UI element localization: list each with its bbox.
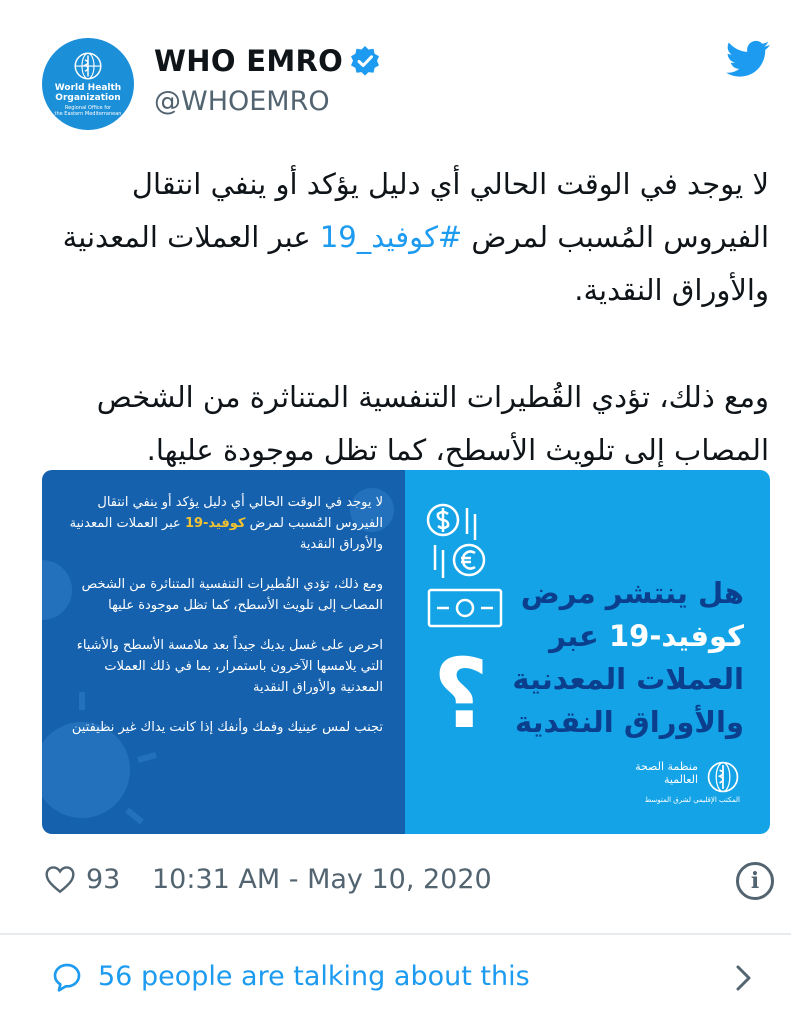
who-logo-text: منظمة الصحة العالمية <box>635 760 698 786</box>
image-title-line: العملات المعدنية <box>512 662 744 696</box>
who-logo-subtext: المكتب الإقليمي لشرق المتوسط <box>644 796 740 804</box>
info-item-text: لا يوجد في الوقت الحالي أي دليل يؤكد أو ينفي انتقال الفيروس المُسبب لمرض <box>97 495 383 531</box>
money-icons <box>423 500 513 640</box>
image-title <box>504 572 744 744</box>
image-title-line: هل ينتشر مرض <box>520 576 744 610</box>
avatar[interactable] <box>42 38 134 130</box>
speech-bubble-icon <box>50 961 84 993</box>
info-item: تجنب لمس عينيك وفمك وأنفك إذا كانت يداك غير نظيفتين <box>71 720 383 735</box>
info-item: ومع ذلك، تؤدي القُطيرات التنفسية المتناثرة من الشخص المصاب إلى تلويث الأسطح، كما تظل موجودة عليها <box>81 577 383 613</box>
heart-icon[interactable] <box>44 864 76 894</box>
covid-highlight: كوفيد-19 <box>184 516 246 531</box>
who-emblem-icon <box>706 760 740 794</box>
paragraph-gap <box>19 317 769 371</box>
chevron-right-icon[interactable] <box>734 963 754 993</box>
image-title-line <box>504 615 744 658</box>
image-info-panel <box>42 470 405 834</box>
tweet-image[interactable] <box>42 470 770 834</box>
covid-highlight: كوفيد-19 <box>608 619 744 653</box>
avatar-org-name <box>55 83 121 103</box>
avatar-line-2: Organization <box>55 93 121 103</box>
image-title-segment: عبر <box>549 619 609 653</box>
question-mark: ؟ <box>433 638 489 750</box>
image-title-line: والأوراق النقدية <box>514 705 744 739</box>
account-name[interactable]: WHO EMRO <box>154 44 344 78</box>
conversation-count[interactable]: 56 people are talking about this <box>98 961 530 992</box>
info-item-text: عبر العملات المعدنية والأوراق النقدية <box>69 516 383 552</box>
image-title-panel <box>405 470 770 834</box>
tweet-text-segment: عبر العملات المعدنية والأوراق النقدية. <box>62 220 769 307</box>
avatar-line-3: Regional Office for <box>64 105 112 111</box>
info-icon[interactable]: i <box>736 862 774 900</box>
tweet-paragraph-1 <box>19 158 769 317</box>
tweet-header <box>0 0 791 140</box>
tweet-text-segment: لا يوجد في الوقت الحالي أي دليل يؤكد أو ينفي انتقال الفيروس المُسبب لمرض <box>131 167 769 254</box>
twitter-bird-icon[interactable] <box>726 40 770 78</box>
who-logo <box>580 760 740 810</box>
info-item: احرص على غسل يديك جيداً بعد ملامسة الأسطح والأشياء التي يلامسها الآخرون باستمرار، بما في ذلك العملات المعدنية والأوراق النقدية <box>76 638 383 695</box>
like-count[interactable]: 93 <box>86 864 121 895</box>
tweet-body <box>19 158 769 477</box>
hashtag-link[interactable]: #كوفيد_19 <box>319 220 463 254</box>
avatar-line-1: World Health <box>54 83 122 93</box>
avatar-line-4: the Eastern Mediterranean <box>54 111 122 117</box>
info-item <box>63 492 383 555</box>
verified-badge-icon <box>350 46 380 76</box>
account-handle[interactable]: @WHOEMRO <box>154 86 330 117</box>
tweet-timestamp[interactable]: 10:31 AM - May 10, 2020 <box>152 864 492 895</box>
tweet-meta <box>44 862 774 902</box>
info-list <box>63 492 383 757</box>
conversation-link[interactable] <box>0 935 791 1024</box>
avatar-office-name <box>55 105 122 117</box>
who-emblem-icon <box>73 51 103 81</box>
tweet-paragraph-2: ومع ذلك، تؤدي القُطيرات التنفسية المتناثرة من الشخص المصاب إلى تلويث الأسطح، كما تظل موجودة عليها. <box>96 380 769 467</box>
